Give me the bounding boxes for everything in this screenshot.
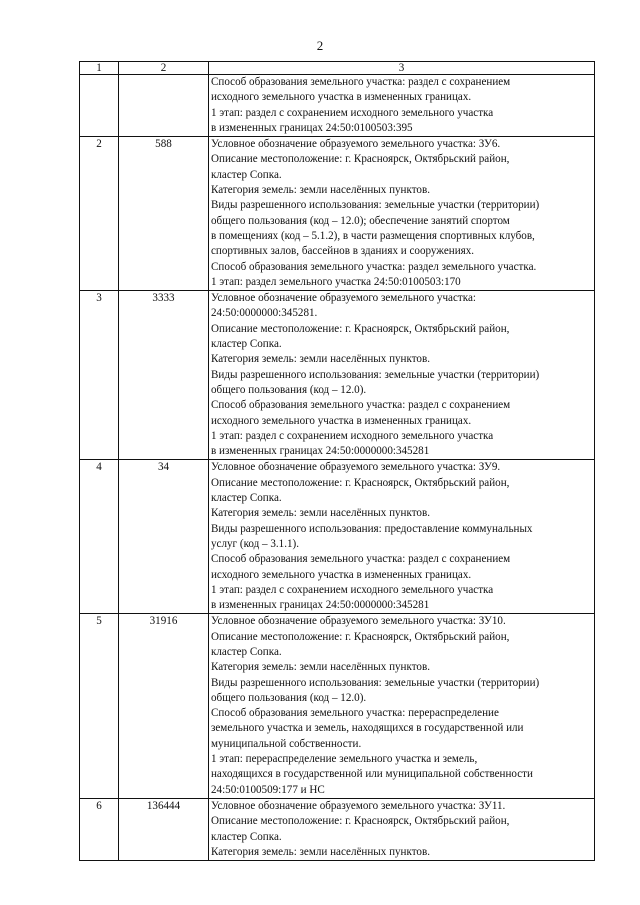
- row-number: [80, 75, 119, 137]
- description-line: Описание местоположение: г. Красноярск, Октябрьский район,: [211, 815, 510, 828]
- description-line: Условное обозначение образуемого земельного участка:: [211, 292, 476, 305]
- description-line: Способ образования земельного участка: раздел земельного участка.: [211, 260, 537, 273]
- description-line: муниципальной собственности.: [211, 737, 362, 750]
- description-line: Виды разрешенного использования: земельные участки (территории): [211, 368, 540, 381]
- description-line: исходного земельного участка в измененных границах.: [211, 414, 472, 427]
- plot-description: [209, 291, 595, 460]
- description-line: Способ образования земельного участка: раздел с сохранением: [211, 76, 511, 88]
- row-number: 4: [80, 460, 119, 614]
- table-row: [80, 137, 595, 291]
- plot-area: 3333: [119, 291, 209, 460]
- description-line: общего пользования (код – 12.0); обеспечение занятий спортом: [211, 214, 510, 227]
- description-line: в измененных границах 24:50:0000000:345281: [211, 445, 430, 458]
- table-row: [80, 798, 595, 860]
- description-line: 1 этап: раздел земельного участка 24:50:0100503:170: [211, 275, 461, 288]
- header-col-1: 1: [80, 62, 119, 75]
- header-col-3: 3: [209, 62, 595, 75]
- description-line: Способ образования земельного участка: раздел с сохранением: [211, 553, 511, 566]
- description-line: Условное обозначение образуемого земельного участка: ЗУ6.: [211, 138, 501, 151]
- description-line: Категория земель: земли населённых пунктов.: [211, 184, 430, 197]
- row-number: 6: [80, 798, 119, 860]
- description-line: 1 этап: раздел с сохранением исходного земельного участка: [211, 583, 494, 596]
- plot-description: [209, 614, 595, 799]
- plot-area: 31916: [119, 614, 209, 799]
- description-line: кластер Сопка.: [211, 338, 282, 351]
- description-line: Способ образования земельного участка: перераспределение: [211, 707, 499, 720]
- description-line: Условное обозначение образуемого земельного участка: ЗУ9.: [211, 461, 501, 474]
- table-row: [80, 75, 595, 137]
- description-line: Виды разрешенного использования: предоставление коммунальных: [211, 522, 533, 535]
- table-header-row: [80, 62, 595, 75]
- plot-area: 588: [119, 137, 209, 291]
- description-line: кластер Сопка.: [211, 830, 282, 843]
- row-number: 5: [80, 614, 119, 799]
- description-line: 1 этап: раздел с сохранением исходного земельного участка: [211, 429, 494, 442]
- description-line: общего пользования (код – 12.0).: [211, 691, 367, 704]
- description-line: исходного земельного участка в измененных границах.: [211, 91, 472, 104]
- description-line: Описание местоположение: г. Красноярск, Октябрьский район,: [211, 153, 510, 166]
- plot-area: [119, 75, 209, 137]
- land-plots-table: [79, 61, 595, 861]
- plot-area: 34: [119, 460, 209, 614]
- description-line: кластер Сопка.: [211, 168, 282, 181]
- plot-area: 136444: [119, 798, 209, 860]
- plot-description: [209, 75, 595, 137]
- description-line: Условное обозначение образуемого земельного участка: ЗУ10.: [211, 615, 506, 628]
- description-line: Виды разрешенного использования: земельные участки (территории): [211, 676, 540, 689]
- header-col-2: 2: [119, 62, 209, 75]
- table-row: [80, 614, 595, 799]
- description-line: 24:50:0100509:177 и НС: [211, 783, 325, 796]
- description-line: кластер Сопка.: [211, 645, 282, 658]
- plot-description: [209, 460, 595, 614]
- description-line: в помещениях (код – 5.1.2), в части размещения спортивных клубов,: [211, 229, 535, 242]
- description-line: Описание местоположение: г. Красноярск, Октябрьский район,: [211, 630, 510, 643]
- description-line: Категория земель: земли населённых пунктов.: [211, 845, 430, 858]
- description-line: в измененных границах 24:50:0100503:395: [211, 121, 413, 134]
- description-line: кластер Сопка.: [211, 492, 282, 505]
- description-line: Категория земель: земли населённых пунктов.: [211, 353, 430, 366]
- plot-description: [209, 798, 595, 860]
- description-line: Категория земель: земли населённых пунктов.: [211, 507, 430, 520]
- row-number: 3: [80, 291, 119, 460]
- description-line: Описание местоположение: г. Красноярск, Октябрьский район,: [211, 476, 510, 489]
- table-body: [80, 75, 595, 861]
- description-line: 24:50:0000000:345281.: [211, 307, 318, 320]
- description-line: исходного земельного участка в измененных границах.: [211, 568, 472, 581]
- plot-description: [209, 137, 595, 291]
- table-row: [80, 291, 595, 460]
- description-line: Описание местоположение: г. Красноярск, Октябрьский район,: [211, 322, 510, 335]
- table-row: [80, 460, 595, 614]
- description-line: 1 этап: раздел с сохранением исходного земельного участка: [211, 106, 494, 119]
- description-line: спортивных залов, бассейнов в зданиях и сооружениях.: [211, 245, 475, 258]
- description-line: услуг (код – 3.1.1).: [211, 537, 300, 550]
- description-line: Виды разрешенного использования: земельные участки (территории): [211, 199, 540, 212]
- description-line: Способ образования земельного участка: раздел с сохранением: [211, 399, 511, 412]
- row-number: 2: [80, 137, 119, 291]
- description-line: в измененных границах 24:50:0000000:345281: [211, 599, 430, 612]
- description-line: Категория земель: земли населённых пунктов.: [211, 661, 430, 674]
- description-line: земельного участка и земель, находящихся в государственной или: [211, 722, 524, 735]
- description-line: 1 этап: перераспределение земельного участка и земель,: [211, 753, 478, 766]
- description-line: находящихся в государственной или муниципальной собственности: [211, 768, 533, 781]
- description-line: Условное обозначение образуемого земельного участка: ЗУ11.: [211, 799, 506, 812]
- page-number: 2: [316, 38, 324, 53]
- description-line: общего пользования (код – 12.0).: [211, 383, 367, 396]
